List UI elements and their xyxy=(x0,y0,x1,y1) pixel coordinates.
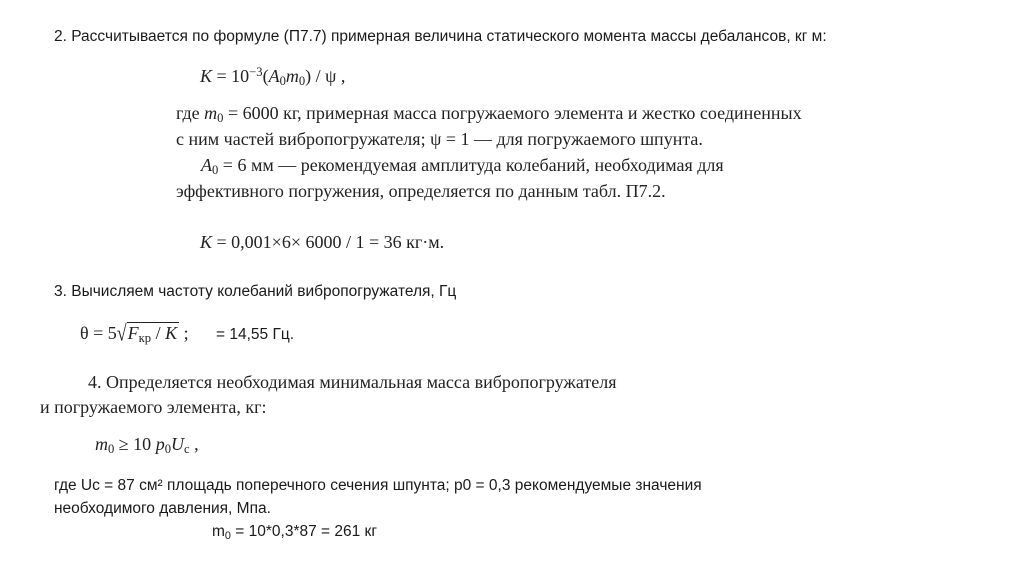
step4-heading-line2: и погружаемого элемента, кг: xyxy=(40,397,267,417)
step4-formula: $m_0 \ge 10$ $p_0U_c$ , xyxy=(95,434,199,456)
square-root: $√F_{кр}$ / K xyxy=(116,320,178,346)
step2-where-line1: где $m_0 = 6000$ кг, примерная масса погружаемого элемента и жестко соединенных xyxy=(176,103,802,125)
step3-result: = 14,55 Гц. xyxy=(216,326,295,343)
step3-formula: $\theta = 5√F_{кр} / K$ ; xyxy=(80,320,189,346)
step2-where-line4: эффективного погружения, определяется по данным табл. П7.2. xyxy=(176,181,666,201)
step2-heading: 2. Рассчитывается по формуле (П7.7) примерная величина статического момента массы дебалансов, кг м: xyxy=(54,28,827,45)
step4-heading-line1: 4. Определяется необходимая минимальная масса вибропогружателя xyxy=(88,372,617,392)
step4-where-line2: необходимого давления, Мпа. xyxy=(54,500,271,517)
step2-where-line2: с ним частей вибропогружателя; ψ = 1 — для погружаемого шпунта. xyxy=(176,129,703,149)
step3-heading: 3. Вычисляем частоту колебаний вибропогружателя, Гц xyxy=(54,283,457,300)
step4-calculation: $m_0 = 10*0,3*87 = 261$ кг xyxy=(212,523,377,542)
step2-formula: $K = 10^{-3}(A_0m_0) / \psi$ , xyxy=(200,65,346,88)
step4-where-line1: где Uc = 87 см² площадь поперечного сечения шпунта; p0 = 0,3 рекомендуемые значения xyxy=(54,477,702,494)
step2-calculation: K = 0,001×6× 6000 / 1 = 36 кг·м. xyxy=(200,232,445,252)
step2-where-line3: $A_0 = 6$ мм — рекомендуемая амплитуда колебаний, необходимая для xyxy=(201,155,724,177)
